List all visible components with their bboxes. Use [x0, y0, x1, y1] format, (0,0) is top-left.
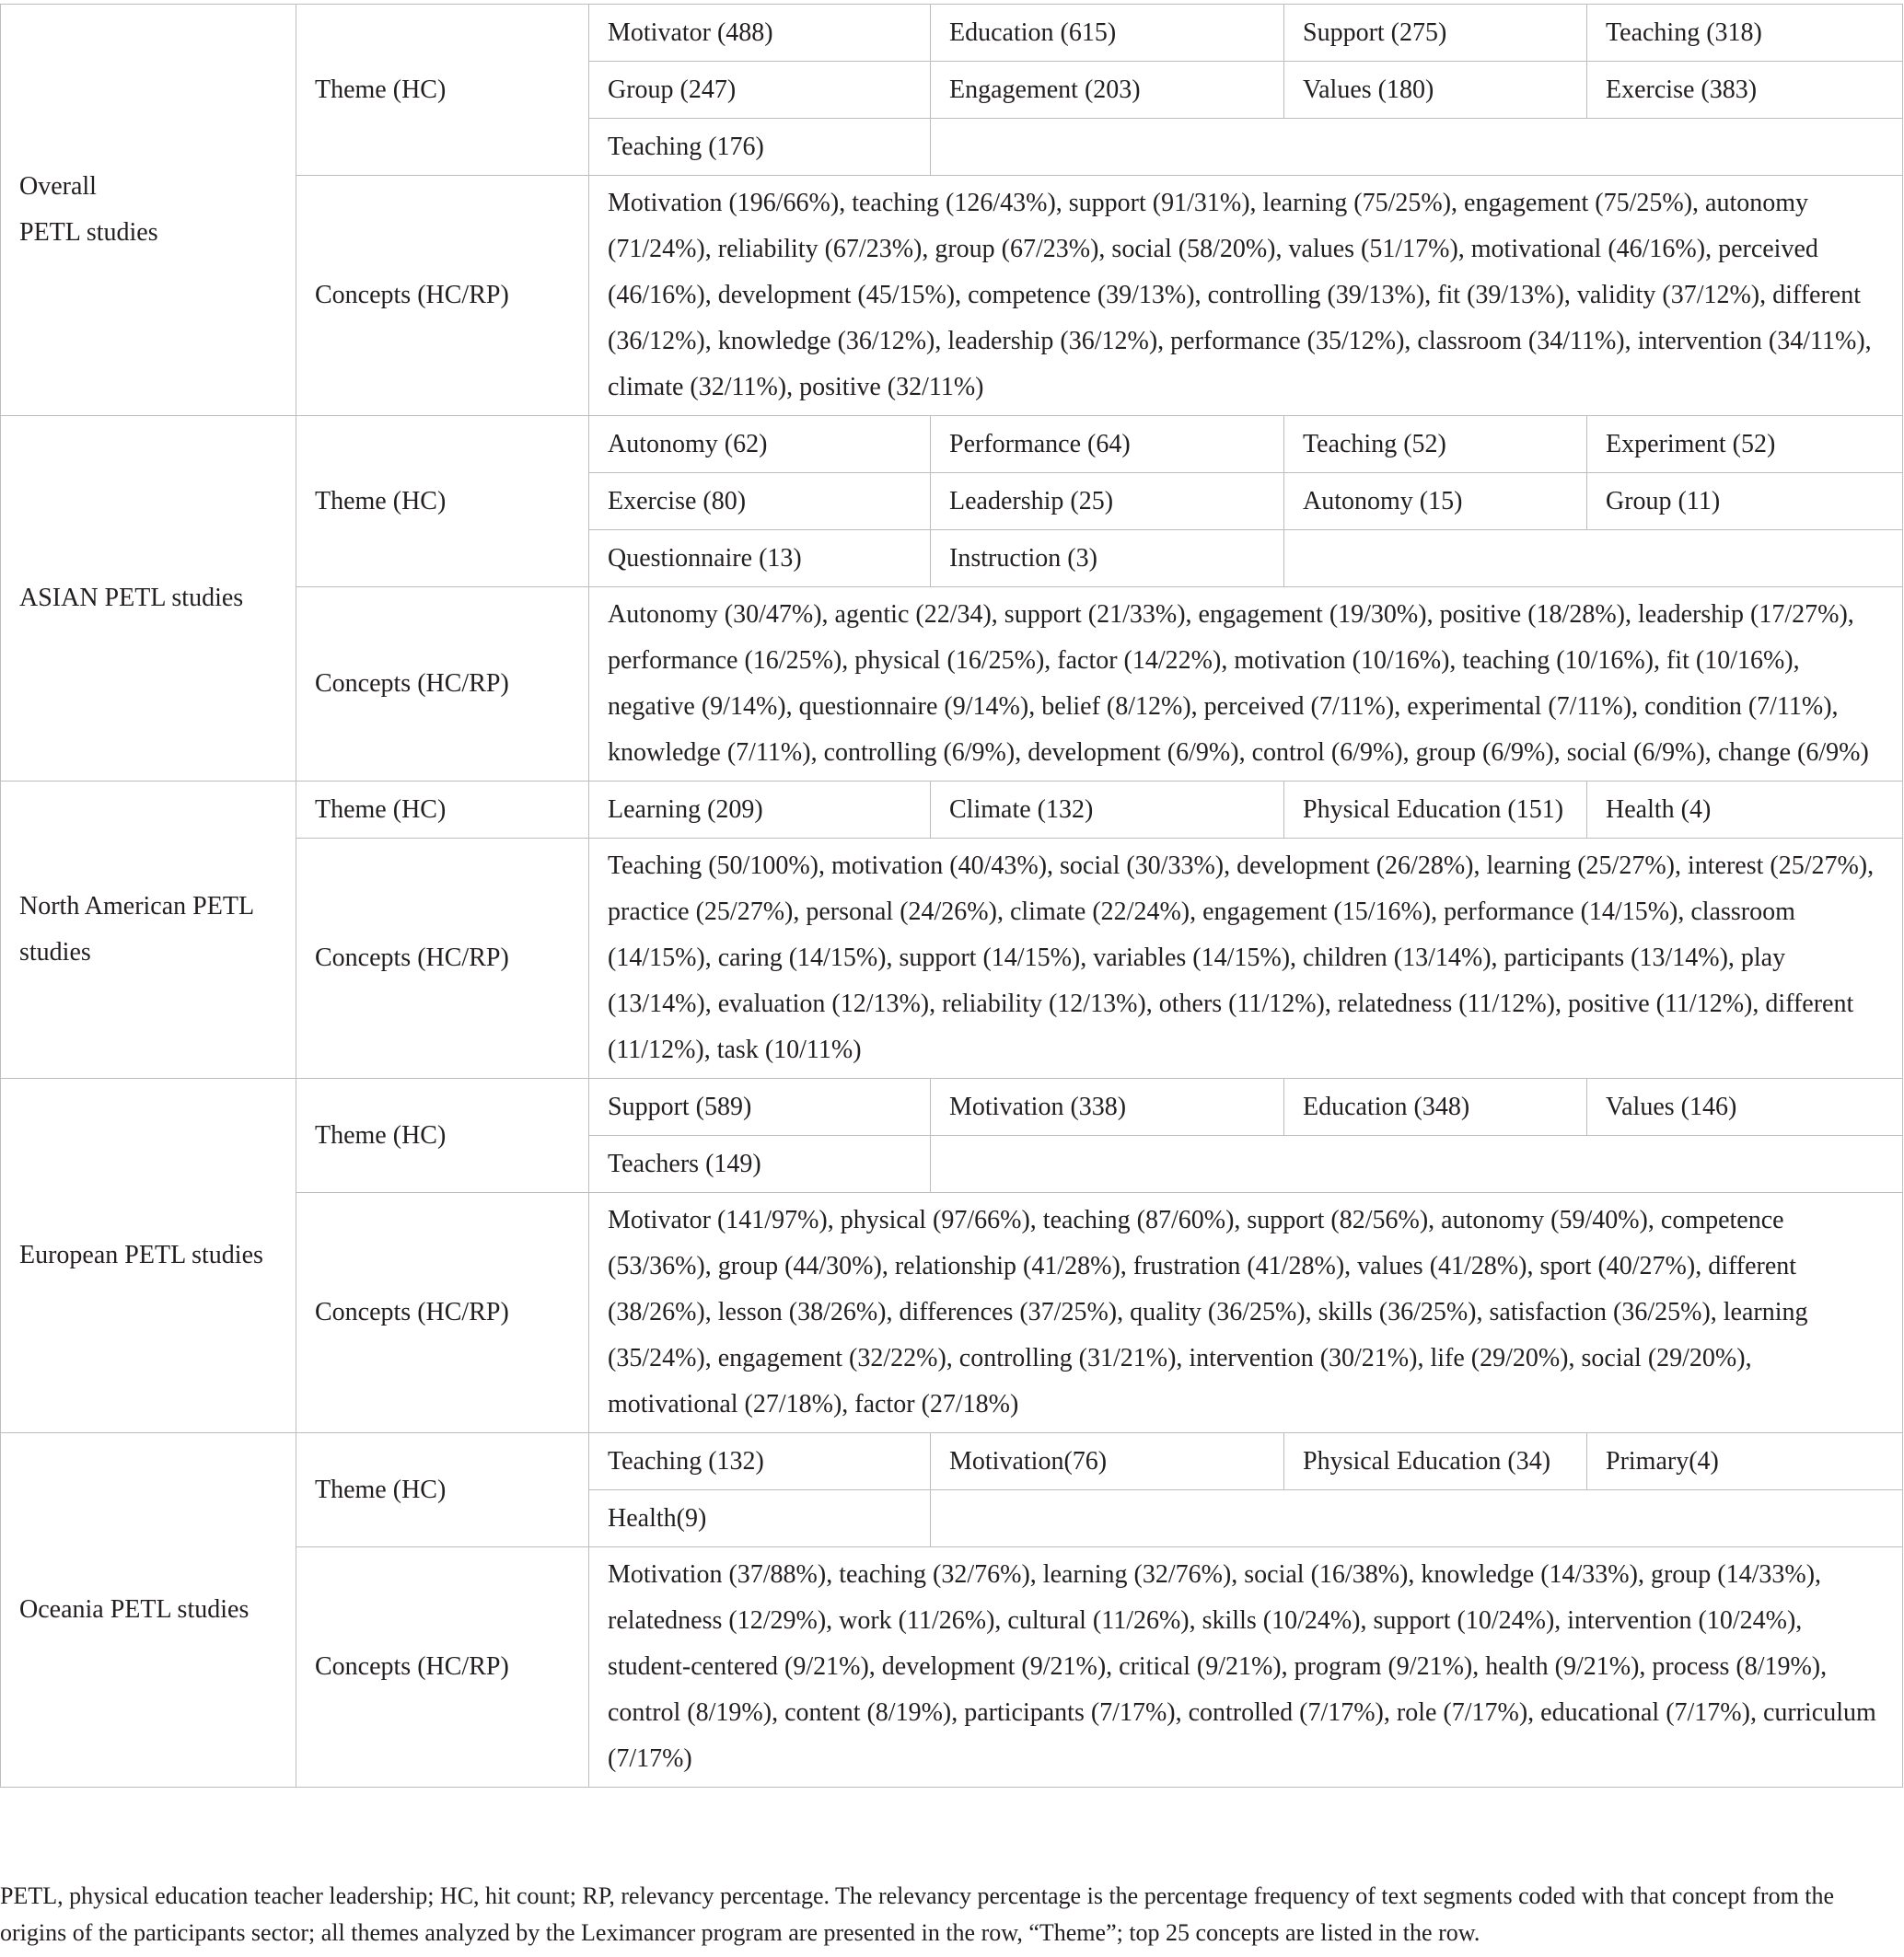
theme-cell: Values (146) — [1587, 1079, 1903, 1136]
theme-cell: Engagement (203) — [931, 62, 1284, 119]
theme-cell: Motivator (488) — [589, 5, 931, 62]
theme-cell: Instruction (3) — [931, 530, 1284, 587]
theme-cell: Leadership (25) — [931, 473, 1284, 530]
region-label-overall-petl-studies: Overall PETL studies — [1, 5, 296, 416]
theme-cell: Health(9) — [589, 1490, 931, 1547]
theme-cell: Exercise (383) — [1587, 62, 1903, 119]
region-label-north-american-petl-studies: North American PETL studies — [1, 782, 296, 1079]
theme-label: Theme (HC) — [296, 5, 589, 176]
concepts-list: Autonomy (30/47%), agentic (22/34), support (21/33%), engagement (19/30%), positive (18/28%), leadership (17/27%), performance (16/25%), physical (16/25%), factor (14/22%), motivation (10/16%), teaching (10/16%), fit (10/16%), negative (9/14%), questionnaire (9/14%), belief (8/12%), perceived (7/11%), experimental (7/11%), condition (7/11%), knowledge (7/11%), controlling (6/9%), development (6/9%), control (6/9%), group (6/9%), social (6/9%), change (6/9%) — [589, 587, 1903, 782]
theme-label: Theme (HC) — [296, 782, 589, 839]
theme-label: Theme (HC) — [296, 1079, 589, 1193]
concepts-label: Concepts (HC/RP) — [296, 176, 589, 416]
theme-cell: Teaching (132) — [589, 1433, 931, 1490]
theme-cell: Values (180) — [1284, 62, 1587, 119]
theme-cell: Education (615) — [931, 5, 1284, 62]
results-table — [0, 4, 1903, 1788]
concepts-label: Concepts (HC/RP) — [296, 839, 589, 1079]
theme-cell: Primary(4) — [1587, 1433, 1903, 1490]
concepts-list: Teaching (50/100%), motivation (40/43%), social (30/33%), development (26/28%), learning (25/27%), interest (25/27%), practice (25/27%), personal (24/26%), climate (22/24%), engagement (15/16%), performance (14/15%), classroom (14/15%), caring (14/15%), support (14/15%), variables (14/15%), children (13/14%), participants (13/14%), play (13/14%), evaluation (12/13%), reliability (12/13%), others (11/12%), relatedness (11/12%), positive (11/12%), different (11/12%), task (10/11%) — [589, 839, 1903, 1079]
concepts-list: Motivation (37/88%), teaching (32/76%), learning (32/76%), social (16/38%), knowledge (14/33%), group (14/33%), relatedness (12/29%), work (11/26%), cultural (11/26%), skills (10/24%), support (10/24%), intervention (10/24%), student-centered (9/21%), development (9/21%), critical (9/21%), program (9/21%), health (9/21%), process (8/19%), control (8/19%), content (8/19%), participants (7/17%), controlled (7/17%), role (7/17%), educational (7/17%), curriculum (7/17%) — [589, 1547, 1903, 1788]
empty-theme-cell — [931, 1136, 1903, 1193]
theme-cell: Support (275) — [1284, 5, 1587, 62]
concepts-list: Motivation (196/66%), teaching (126/43%), support (91/31%), learning (75/25%), engagement (75/25%), autonomy (71/24%), reliability (67/23%), group (67/23%), social (58/20%), values (51/17%), motivational (46/16%), perceived (46/16%), development (45/15%), competence (39/13%), controlling (39/13%), fit (39/13%), validity (37/12%), different (36/12%), knowledge (36/12%), leadership (36/12%), performance (35/12%), classroom (34/11%), intervention (34/11%), climate (32/11%), positive (32/11%) — [589, 176, 1903, 416]
theme-cell: Education (348) — [1284, 1079, 1587, 1136]
theme-row — [1, 782, 1903, 839]
concepts-label: Concepts (HC/RP) — [296, 1193, 589, 1433]
theme-cell: Motivation(76) — [931, 1433, 1284, 1490]
theme-cell: Health (4) — [1587, 782, 1903, 839]
theme-row — [1, 5, 1903, 62]
concepts-list: Motivator (141/97%), physical (97/66%), teaching (87/60%), support (82/56%), autonomy (59/40%), competence (53/36%), group (44/30%), relationship (41/28%), frustration (41/28%), values (41/28%), sport (40/27%), different (38/26%), lesson (38/26%), differences (37/25%), quality (36/25%), skills (36/25%), satisfaction (36/25%), learning (35/24%), engagement (32/22%), controlling (31/21%), intervention (30/21%), life (29/20%), social (29/20%), motivational (27/18%), factor (27/18%) — [589, 1193, 1903, 1433]
theme-label: Theme (HC) — [296, 1433, 589, 1547]
theme-cell: Teaching (176) — [589, 119, 931, 176]
table-footnote: PETL, physical education teacher leadership; HC, hit count; RP, relevancy percentage. The relevancy percentage is the percentage frequency of text segments coded with that concept from the origins of the participants sector; all themes analyzed by the Leximancer program are presented in the row, “Theme”; top 25 concepts are listed in the row. — [0, 1882, 1835, 1946]
theme-cell: Performance (64) — [931, 416, 1284, 473]
theme-cell: Group (11) — [1587, 473, 1903, 530]
region-label-oceania-petl-studies: Oceania PETL studies — [1, 1433, 296, 1788]
concepts-label: Concepts (HC/RP) — [296, 587, 589, 782]
region-label-asian-petl-studies: ASIAN PETL studies — [1, 416, 296, 782]
theme-cell: Experiment (52) — [1587, 416, 1903, 473]
theme-row — [1, 1079, 1903, 1136]
theme-cell: Exercise (80) — [589, 473, 931, 530]
theme-cell: Teachers (149) — [589, 1136, 931, 1193]
theme-row — [1, 416, 1903, 473]
empty-theme-cell — [931, 119, 1903, 176]
region-label-european-petl-studies: European PETL studies — [1, 1079, 296, 1433]
theme-cell: Support (589) — [589, 1079, 931, 1136]
theme-cell: Questionnaire (13) — [589, 530, 931, 587]
theme-cell: Group (247) — [589, 62, 931, 119]
theme-cell: Motivation (338) — [931, 1079, 1284, 1136]
theme-cell: Learning (209) — [589, 782, 931, 839]
theme-cell: Autonomy (62) — [589, 416, 931, 473]
theme-label: Theme (HC) — [296, 416, 589, 587]
concepts-label: Concepts (HC/RP) — [296, 1547, 589, 1788]
theme-cell: Teaching (318) — [1587, 5, 1903, 62]
empty-theme-cell — [1284, 530, 1903, 587]
theme-cell: Physical Education (34) — [1284, 1433, 1587, 1490]
theme-cell: Physical Education (151) — [1284, 782, 1587, 839]
theme-cell: Autonomy (15) — [1284, 473, 1587, 530]
theme-cell: Climate (132) — [931, 782, 1284, 839]
empty-theme-cell — [931, 1490, 1903, 1547]
theme-cell: Teaching (52) — [1284, 416, 1587, 473]
theme-row — [1, 1433, 1903, 1490]
